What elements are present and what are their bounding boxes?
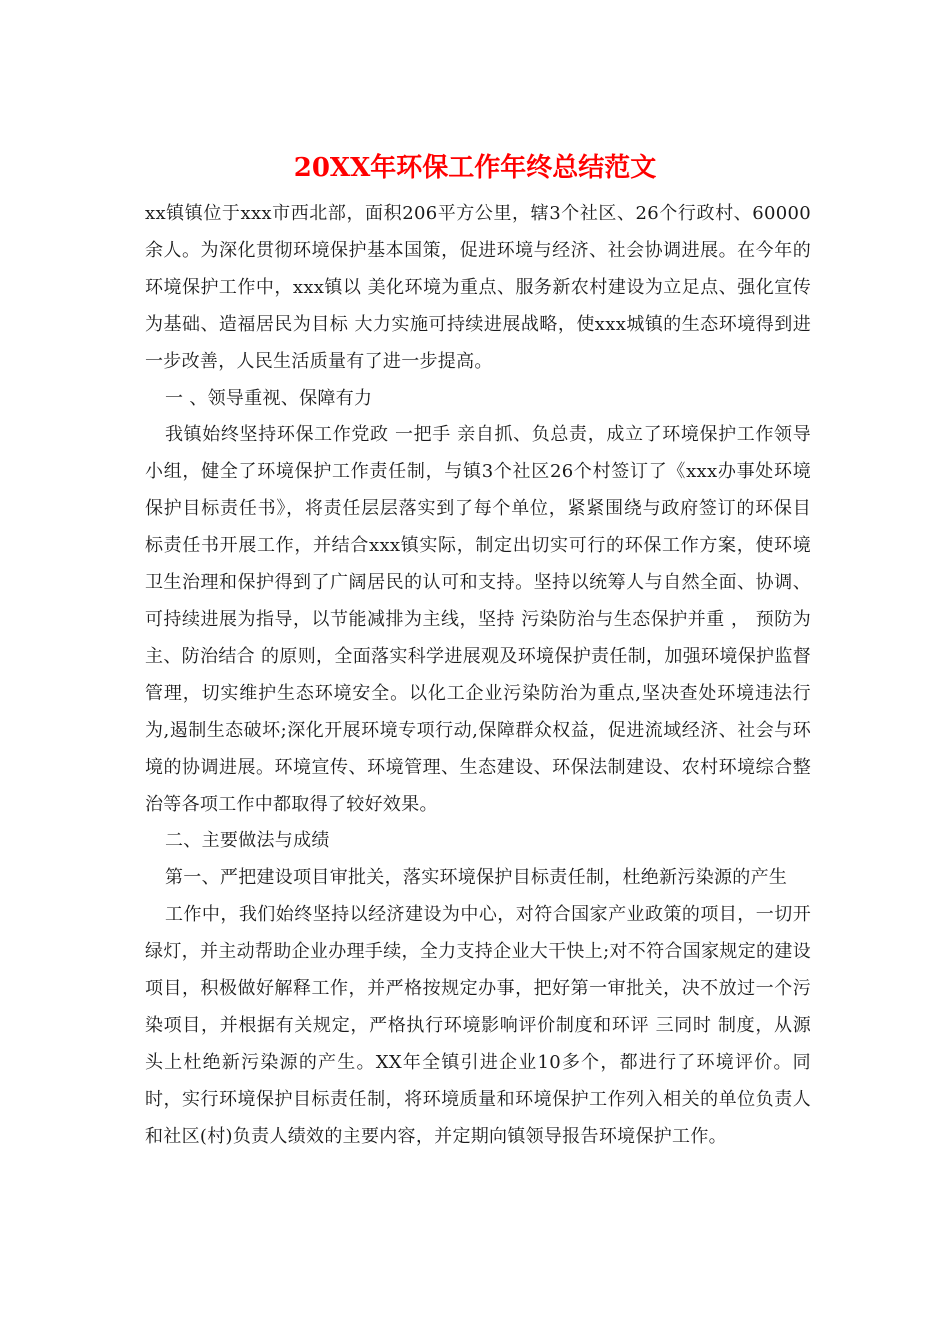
subsection-1-paragraph: 工作中，我们始终坚持以经济建设为中心，对符合国家产业政策的项目，一切开绿灯，并主动帮助企业办理手续，全力支持企业大干快上;对不符合国家规定的建设项目，积极做好解释工作，并严格按规定办事，把好第一审批关，决不放过一个污染项目，并根据有关规定，严格执行环境影响评价制度和环评 三同时 制度，从源头上杜绝新污染源的产生。XX年全镇引进企业10多个，都进行了环境评价。同时，实行环境保护目标责任制，将环境质量和环境保护工作列入相关的单位负责人和社区(村)负责人绩效的主要内容，并定期向镇领导报告环境保护工作。 <box>145 904 811 1147</box>
intro-paragraph: xx镇镇位于xxx市西北部，面积206平方公里，辖3个社区、26个行政村、60000余人。为深化贯彻环境保护基本国策，促进环境与经济、社会协调进展。在今年的环境保护工作中，xxx镇以 美化环境为重点、服务新农村建设为立足点、强化宣传为基础、造福居民为目标 大力实施可持续进展战略，使xxx城镇的生态环境得到进一步改善，人民生活质量有了进一步提高。 <box>145 203 811 372</box>
section-heading-2: 二、主要做法与成绩 <box>165 830 330 852</box>
document-body <box>145 196 811 1156</box>
section-1-paragraph: 我镇始终坚持环保工作党政 一把手 亲自抓、负总责，成立了环境保护工作领导小组，健全了环境保护工作责任制，与镇3个社区26个村签订了《xxx办事处环境保护目标责任书》，将责任层层落实到了每个单位，紧紧围绕与政府签订的环保目标责任书开展工作，并结合xxx镇实际，制定出切实可行的环保工作方案，使环境卫生治理和保护得到了广阔居民的认可和支持。坚持以统筹人与自然全面、协调、可持续进展为指导，以节能减排为主线，坚持 污染防治与生态保护并重 ， 预防为主、防治结合 的原则，全面落实科学进展观及环境保护责任制，加强环境保护监督管理，切实维护生态环境安全。以化工企业污染防治为重点,坚决查处环境违法行为,遏制生态破坏;深化开展环境专项行动,保障群众权益，促进流域经济、社会与环境的协调进展。环境宣传、环境管理、生态建设、环保法制建设、农村环境综合整治等各项工作中都取得了较好效果。 <box>145 424 811 815</box>
section-heading-1: 一 、领导重视、保障有力 <box>165 387 373 409</box>
subsection-heading-1: 第一、严把建设项目审批关，落实环境保护目标责任制，杜绝新污染源的产生 <box>165 867 788 889</box>
document-title: 20XX年环保工作年终总结范文 <box>293 153 657 183</box>
